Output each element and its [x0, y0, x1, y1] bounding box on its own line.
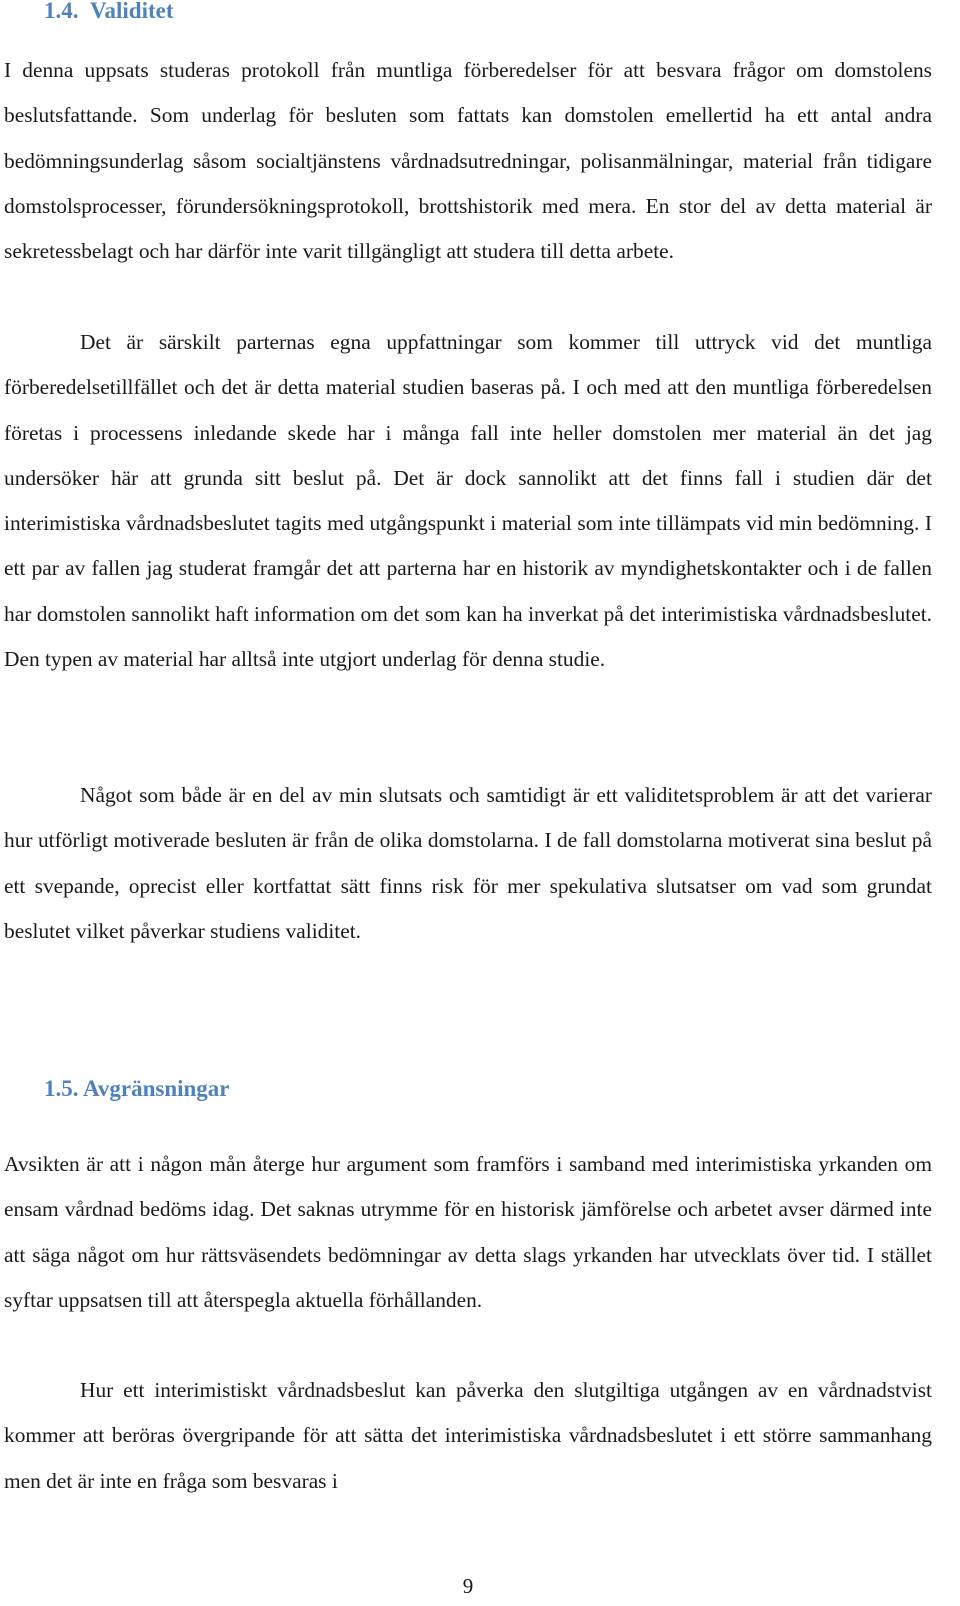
paragraph-avgransningar-2: Hur ett interimistiskt vårdnadsbeslut kan påverka den slutgiltiga utgången av en vårdnadstvist kommer att beröras övergripande för att sätta det interimistiska vårdnadsbeslutet i ett större sammanhang men det är inte en fråga som besvaras i	[4, 1378, 932, 1493]
section-heading-avgransningar: 1.5. Avgränsningar	[44, 1076, 230, 1101]
paragraph-avgransningar-1: Avsikten är att i någon mån återge hur argument som framförs i samband med interimistiska yrkanden om ensam vårdnad bedöms idag. Det saknas utrymme för en historisk jämförelse och arbetet avser därmed inte att säga något om hur rättsväsendets bedömningar av detta slags yrkanden har utvecklats över tid. I stället syftar uppsatsen till att återspegla aktuella förhållanden.	[4, 1152, 932, 1312]
section-heading-validitet: 1.4. Validitet	[44, 0, 174, 23]
paragraph-validitet-2: Det är särskilt parternas egna uppfattningar som kommer till uttryck vid det muntliga förberedelsetillfället och det är detta material studien baseras på. I och med att den muntliga förberedelsen företas i processens inledande skede har i många fall inte heller domstolen mer material än det jag undersöker här att grunda sitt beslut på. Det är dock sannolikt att det finns fall i studien där det interimistiska vårdnadsbeslutet tagits med utgångspunkt i material som inte tillämpats vid min bedömning. I ett par av fallen jag studerat framgår det att parterna har en historik av myndighetskontakter och i de fallen har domstolen sannolikt haft information om det som kan ha inverkat på det interimistiska vårdnadsbeslutet. Den typen av material har alltså inte utgjort underlag för denna studie.	[4, 330, 932, 672]
paragraph-validitet-1: I denna uppsats studeras protokoll från muntliga förberedelser för att besvara frågor om domstolens beslutsfattande. Som underlag för besluten som fattats kan domstolen emellertid ha ett antal andra bedömningsunderlag såsom socialtjänstens vårdnadsutredningar, polisanmälningar, material från tidigare domstolsprocesser, förundersökningsprotokoll, brottshistorik med mera. En stor del av detta material är sekretessbelagt och har därför inte varit tillgängligt att studera till detta arbete.	[4, 58, 932, 264]
page-number: 9	[462, 1574, 474, 1598]
paragraph-validitet-3: Något som både är en del av min slutsats och samtidigt är ett validitetsproblem är att det varierar hur utförligt motiverade besluten är från de olika domstolarna. I de fall domstolarna motiverat sina beslut på ett svepande, oprecist eller kortfattat sätt finns risk för mer spekulativa slutsatser om vad som grundat beslutet vilket påverkar studiens validitet.	[4, 783, 932, 943]
